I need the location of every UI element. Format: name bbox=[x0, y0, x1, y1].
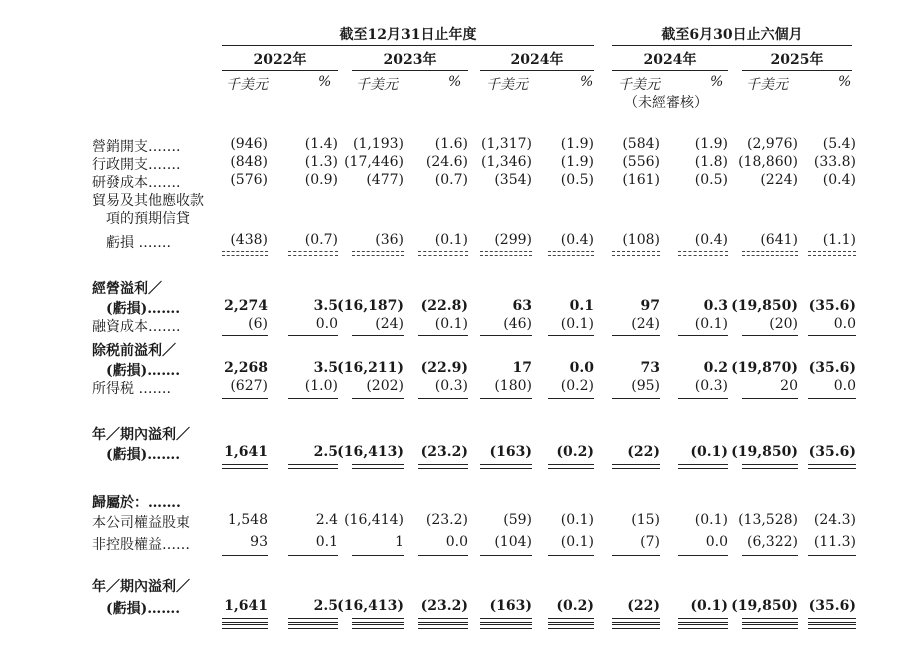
table-cell: 0.0 bbox=[315, 316, 338, 332]
rule-above-total bbox=[678, 555, 728, 556]
table-cell: (0.2) bbox=[556, 444, 594, 460]
rule-below-profit bbox=[548, 468, 594, 469]
total-double-rule bbox=[418, 618, 468, 623]
table-cell: (7) bbox=[640, 534, 660, 550]
row-label-rnd: 研發成本……. bbox=[92, 175, 181, 191]
subtotal-dashed-rule bbox=[612, 251, 660, 252]
rule-below-profit bbox=[288, 464, 338, 465]
table-cell: (24.3) bbox=[813, 512, 856, 528]
table-cell: 0.3 bbox=[703, 298, 728, 314]
table-cell: (0.5) bbox=[560, 172, 594, 188]
table-cell: (163) bbox=[489, 444, 532, 460]
table-cell: 0.0 bbox=[569, 360, 594, 376]
table-cell: (16,414) bbox=[344, 512, 404, 528]
table-cell: (35.6) bbox=[808, 444, 856, 460]
table-cell: (0.2) bbox=[556, 598, 594, 614]
table-cell: (627) bbox=[230, 378, 268, 394]
table-cell: (224) bbox=[760, 172, 798, 188]
table-cell: (22.9) bbox=[420, 360, 468, 376]
table-cell: 0.0 bbox=[833, 316, 856, 332]
table-cell: 0.1 bbox=[315, 534, 338, 550]
rule-below-profit bbox=[222, 468, 268, 469]
table-cell: (23.2) bbox=[420, 598, 468, 614]
unit-amount-2023: 千美元 bbox=[356, 77, 398, 93]
table-cell: 1,641 bbox=[224, 598, 268, 614]
rule-above-pretax bbox=[418, 335, 468, 336]
table-cell: (24) bbox=[375, 316, 404, 332]
rule-above-pretax bbox=[288, 335, 338, 336]
table-cell: (20) bbox=[769, 316, 798, 332]
table-cell: 3.5 bbox=[313, 298, 338, 314]
header-period-2022: 2022年 bbox=[253, 52, 307, 68]
subtotal-dashed-rule bbox=[352, 251, 404, 252]
total-double-rule bbox=[352, 624, 404, 629]
rule-above-profit bbox=[418, 398, 468, 399]
table-cell: (5.4) bbox=[822, 136, 856, 152]
header-period-2024-rule bbox=[480, 70, 594, 71]
table-cell: 20 bbox=[780, 378, 798, 394]
rule-above-profit bbox=[288, 398, 338, 399]
table-cell: (641) bbox=[760, 232, 798, 248]
table-cell: (2,976) bbox=[746, 136, 798, 152]
table-cell: (16,413) bbox=[337, 444, 404, 460]
rule-below-profit bbox=[612, 468, 660, 469]
table-cell: (0.1) bbox=[434, 232, 468, 248]
table-cell: (438) bbox=[230, 232, 268, 248]
rule-above-total bbox=[612, 555, 660, 556]
table-cell: (202) bbox=[366, 378, 404, 394]
table-cell: (17,446) bbox=[344, 154, 404, 170]
table-cell: (0.4) bbox=[694, 232, 728, 248]
table-cell: (22) bbox=[627, 598, 660, 614]
row-label-income-tax: 所得税 ……. bbox=[92, 381, 171, 397]
table-cell: (33.8) bbox=[813, 154, 856, 170]
rule-above-profit bbox=[222, 398, 268, 399]
table-cell: (15) bbox=[631, 512, 660, 528]
rule-above-pretax bbox=[480, 335, 532, 336]
table-cell: (0.3) bbox=[434, 378, 468, 394]
total-double-rule bbox=[548, 624, 594, 629]
table-cell: 73 bbox=[640, 360, 660, 376]
table-cell: (1.9) bbox=[560, 154, 594, 170]
rule-below-profit bbox=[480, 468, 532, 469]
subtotal-dashed-rule bbox=[548, 251, 594, 252]
total-double-rule bbox=[480, 624, 532, 629]
table-cell: (23.2) bbox=[420, 444, 468, 460]
table-cell: (163) bbox=[489, 598, 532, 614]
table-cell: (0.4) bbox=[822, 172, 856, 188]
subtotal-dashed-rule bbox=[352, 255, 404, 256]
table-cell: (19,850) bbox=[731, 298, 798, 314]
table-cell: 2.4 bbox=[315, 512, 338, 528]
table-cell: (0.1) bbox=[694, 316, 728, 332]
table-cell: 2,274 bbox=[224, 298, 268, 314]
table-cell: (16,211) bbox=[337, 360, 404, 376]
header-period-2022-rule bbox=[222, 70, 338, 71]
table-cell: (848) bbox=[230, 154, 268, 170]
unit-amount-2022: 千美元 bbox=[226, 77, 268, 93]
table-cell: (1,346) bbox=[480, 154, 532, 170]
table-cell: 0.0 bbox=[833, 378, 856, 394]
rule-below-profit bbox=[808, 464, 856, 465]
rule-above-pretax bbox=[742, 335, 798, 336]
rule-above-profit bbox=[548, 398, 594, 399]
header-period-2023-rule bbox=[352, 70, 468, 71]
table-cell: (1.6) bbox=[434, 136, 468, 152]
unit-amount-2024: 千美元 bbox=[486, 77, 528, 93]
header-group-halfyear-rule bbox=[612, 45, 852, 46]
table-cell: (16,187) bbox=[337, 298, 404, 314]
subtotal-dashed-rule bbox=[222, 255, 268, 256]
unaudited-note: （未經審核） bbox=[624, 95, 708, 111]
rule-above-total bbox=[222, 555, 268, 556]
total-double-rule bbox=[480, 618, 532, 623]
table-cell: (11.3) bbox=[813, 534, 856, 550]
table-cell: 3.5 bbox=[313, 360, 338, 376]
table-cell: (0.1) bbox=[560, 512, 594, 528]
subtotal-dashed-rule bbox=[548, 255, 594, 256]
subtotal-dashed-rule bbox=[222, 251, 268, 252]
table-cell: (0.3) bbox=[694, 378, 728, 394]
rule-above-pretax bbox=[678, 335, 728, 336]
rule-below-profit bbox=[418, 464, 468, 465]
rule-above-profit bbox=[480, 398, 532, 399]
row-label-pretax-line1: 除税前溢利／ bbox=[92, 343, 176, 359]
header-period-2024: 2024年 bbox=[510, 52, 564, 68]
header-group-halfyear: 截至6月30日止六個月 bbox=[661, 27, 803, 43]
table-cell: (35.6) bbox=[808, 360, 856, 376]
table-cell: (946) bbox=[230, 136, 268, 152]
row-label-ecl-line2: 項的預期信貸 bbox=[92, 211, 190, 227]
table-cell: (0.1) bbox=[434, 316, 468, 332]
rule-above-pretax bbox=[548, 335, 594, 336]
table-cell: (0.1) bbox=[690, 598, 728, 614]
row-label-equity-holders: 本公司權益股東 bbox=[92, 515, 190, 531]
table-cell: (19,870) bbox=[731, 360, 798, 376]
table-cell: (1.1) bbox=[822, 232, 856, 248]
subtotal-dashed-rule bbox=[480, 251, 532, 252]
rule-below-profit bbox=[352, 468, 404, 469]
total-double-rule bbox=[222, 624, 268, 629]
table-cell: (24.6) bbox=[425, 154, 468, 170]
table-cell: (35.6) bbox=[808, 598, 856, 614]
rule-below-profit bbox=[548, 464, 594, 465]
row-label-pretax-line2: (虧損)……. bbox=[92, 363, 181, 379]
unit-pct-2024: % bbox=[580, 74, 594, 90]
subtotal-dashed-rule bbox=[612, 255, 660, 256]
total-double-rule bbox=[808, 618, 856, 623]
table-cell: (35.6) bbox=[808, 298, 856, 314]
total-double-rule bbox=[808, 624, 856, 629]
rule-below-profit bbox=[288, 468, 338, 469]
rule-below-profit bbox=[742, 464, 798, 465]
rule-below-profit bbox=[678, 468, 728, 469]
table-cell: (0.5) bbox=[694, 172, 728, 188]
subtotal-dashed-rule bbox=[418, 255, 468, 256]
table-cell: 93 bbox=[250, 534, 268, 550]
table-cell: (584) bbox=[622, 136, 660, 152]
table-cell: (0.2) bbox=[560, 378, 594, 394]
unit-pct-2025-h1: % bbox=[838, 74, 852, 90]
subtotal-dashed-rule bbox=[808, 255, 856, 256]
table-cell: 63 bbox=[512, 298, 532, 314]
row-label-operating-line1: 經營溢利／ bbox=[92, 281, 162, 297]
table-cell: (108) bbox=[622, 232, 660, 248]
table-cell: 1,641 bbox=[224, 444, 268, 460]
header-group-year: 截至12月31日止年度 bbox=[339, 27, 477, 43]
total-double-rule bbox=[678, 618, 728, 623]
total-double-rule bbox=[678, 624, 728, 629]
rule-above-total bbox=[480, 555, 532, 556]
row-label-ecl-line3: 虧損 ……. bbox=[92, 235, 171, 251]
total-double-rule bbox=[742, 624, 798, 629]
rule-above-pretax bbox=[808, 335, 856, 336]
table-cell: (22) bbox=[627, 444, 660, 460]
row-label-profit-line2: (虧損)……. bbox=[92, 447, 181, 463]
table-cell: 0.2 bbox=[703, 360, 728, 376]
unit-pct-2024-h1: % bbox=[710, 74, 724, 90]
unit-pct-2023: % bbox=[448, 74, 462, 90]
total-double-rule bbox=[352, 618, 404, 623]
table-cell: (0.7) bbox=[304, 232, 338, 248]
header-group-year-rule bbox=[222, 45, 594, 46]
row-label-attributable: 歸屬於：……. bbox=[92, 495, 181, 511]
table-cell: (23.2) bbox=[425, 512, 468, 528]
header-period-2024-h1-rule bbox=[612, 70, 728, 71]
rule-above-total bbox=[808, 555, 856, 556]
table-cell: (46) bbox=[503, 316, 532, 332]
row-label-profit2-line1: 年／期內溢利／ bbox=[92, 579, 190, 595]
header-period-2025-h1-rule bbox=[742, 70, 852, 71]
row-label-profit2-line2: (虧損)……. bbox=[92, 601, 181, 617]
table-cell: (22.8) bbox=[420, 298, 468, 314]
row-label-marketing: 營銷開支……. bbox=[92, 139, 181, 155]
header-period-2024-h1: 2024年 bbox=[643, 52, 697, 68]
rule-below-profit bbox=[808, 468, 856, 469]
subtotal-dashed-rule bbox=[480, 255, 532, 256]
rule-below-profit bbox=[742, 468, 798, 469]
row-label-nci: 非控股權益…… bbox=[92, 537, 190, 553]
total-double-rule bbox=[548, 618, 594, 623]
table-cell: (59) bbox=[503, 512, 532, 528]
table-cell: 0.1 bbox=[569, 298, 594, 314]
table-cell: 1 bbox=[395, 534, 404, 550]
table-cell: 0.0 bbox=[705, 534, 728, 550]
subtotal-dashed-rule bbox=[742, 255, 798, 256]
subtotal-dashed-rule bbox=[288, 255, 338, 256]
table-cell: (1.9) bbox=[560, 136, 594, 152]
subtotal-dashed-rule bbox=[288, 251, 338, 252]
unit-amount-2024-h1: 千美元 bbox=[618, 77, 660, 93]
table-cell: (556) bbox=[622, 154, 660, 170]
rule-above-total bbox=[288, 555, 338, 556]
table-cell: (0.1) bbox=[560, 534, 594, 550]
table-cell: (354) bbox=[494, 172, 532, 188]
rule-above-pretax bbox=[352, 335, 404, 336]
table-cell: (1.9) bbox=[694, 136, 728, 152]
table-cell: 0.0 bbox=[445, 534, 468, 550]
subtotal-dashed-rule bbox=[418, 251, 468, 252]
table-cell: (0.1) bbox=[694, 512, 728, 528]
rule-above-profit bbox=[808, 398, 856, 399]
rule-above-pretax bbox=[612, 335, 660, 336]
row-label-admin: 行政開支……. bbox=[92, 157, 181, 173]
total-double-rule bbox=[288, 624, 338, 629]
table-cell: 97 bbox=[640, 298, 660, 314]
row-label-finance-cost: 融資成本……. bbox=[92, 319, 181, 335]
table-cell: (1.4) bbox=[304, 136, 338, 152]
total-double-rule bbox=[288, 618, 338, 623]
rule-above-profit bbox=[352, 398, 404, 399]
table-cell: 2,268 bbox=[224, 360, 268, 376]
table-cell: (6) bbox=[248, 316, 268, 332]
rule-above-profit bbox=[678, 398, 728, 399]
total-double-rule bbox=[742, 618, 798, 623]
subtotal-dashed-rule bbox=[808, 251, 856, 252]
table-cell: (19,850) bbox=[731, 598, 798, 614]
row-label-ecl-line1: 貿易及其他應收款 bbox=[92, 193, 204, 209]
table-cell: (19,850) bbox=[731, 444, 798, 460]
table-cell: (0.9) bbox=[304, 172, 338, 188]
rule-above-total bbox=[742, 555, 798, 556]
table-cell: (13,528) bbox=[738, 512, 798, 528]
total-double-rule bbox=[612, 618, 660, 623]
rule-above-profit bbox=[612, 398, 660, 399]
table-cell: (1,317) bbox=[480, 136, 532, 152]
table-cell: (1.3) bbox=[304, 154, 338, 170]
rule-below-profit bbox=[480, 464, 532, 465]
table-cell: (6,322) bbox=[746, 534, 798, 550]
total-double-rule bbox=[612, 624, 660, 629]
table-cell: (104) bbox=[494, 534, 532, 550]
header-period-2025-h1: 2025年 bbox=[770, 52, 824, 68]
table-cell: (36) bbox=[375, 232, 404, 248]
table-cell: (1,193) bbox=[352, 136, 404, 152]
rule-below-profit bbox=[352, 464, 404, 465]
table-cell: (0.4) bbox=[560, 232, 594, 248]
table-cell: (16,413) bbox=[337, 598, 404, 614]
row-label-profit-line1: 年／期內溢利／ bbox=[92, 427, 190, 443]
unit-amount-2025-h1: 千美元 bbox=[746, 77, 788, 93]
table-cell: (0.1) bbox=[560, 316, 594, 332]
table-cell: (161) bbox=[622, 172, 660, 188]
table-cell: 2.5 bbox=[313, 444, 338, 460]
total-double-rule bbox=[222, 618, 268, 623]
subtotal-dashed-rule bbox=[742, 251, 798, 252]
rule-below-profit bbox=[222, 464, 268, 465]
table-cell: (180) bbox=[494, 378, 532, 394]
subtotal-dashed-rule bbox=[678, 251, 728, 252]
table-cell: (1.8) bbox=[694, 154, 728, 170]
table-cell: 2.5 bbox=[313, 598, 338, 614]
row-label-operating-line2: (虧損)……. bbox=[92, 301, 181, 317]
rule-below-profit bbox=[612, 464, 660, 465]
rule-above-pretax bbox=[222, 335, 268, 336]
table-cell: 17 bbox=[512, 360, 532, 376]
rule-above-total bbox=[418, 555, 468, 556]
rule-above-total bbox=[352, 555, 404, 556]
table-cell: (24) bbox=[631, 316, 660, 332]
rule-above-total bbox=[548, 555, 594, 556]
table-cell: (95) bbox=[631, 378, 660, 394]
rule-above-profit bbox=[742, 398, 798, 399]
table-cell: (18,860) bbox=[738, 154, 798, 170]
unit-pct-2022: % bbox=[318, 74, 332, 90]
table-cell: (477) bbox=[366, 172, 404, 188]
rule-below-profit bbox=[418, 468, 468, 469]
table-cell: 1,548 bbox=[227, 512, 268, 528]
table-cell: (576) bbox=[230, 172, 268, 188]
subtotal-dashed-rule bbox=[678, 255, 728, 256]
table-cell: (0.7) bbox=[434, 172, 468, 188]
table-cell: (299) bbox=[494, 232, 532, 248]
rule-below-profit bbox=[678, 464, 728, 465]
table-cell: (1.0) bbox=[304, 378, 338, 394]
total-double-rule bbox=[418, 624, 468, 629]
table-cell: (0.1) bbox=[690, 444, 728, 460]
header-period-2023: 2023年 bbox=[383, 52, 437, 68]
